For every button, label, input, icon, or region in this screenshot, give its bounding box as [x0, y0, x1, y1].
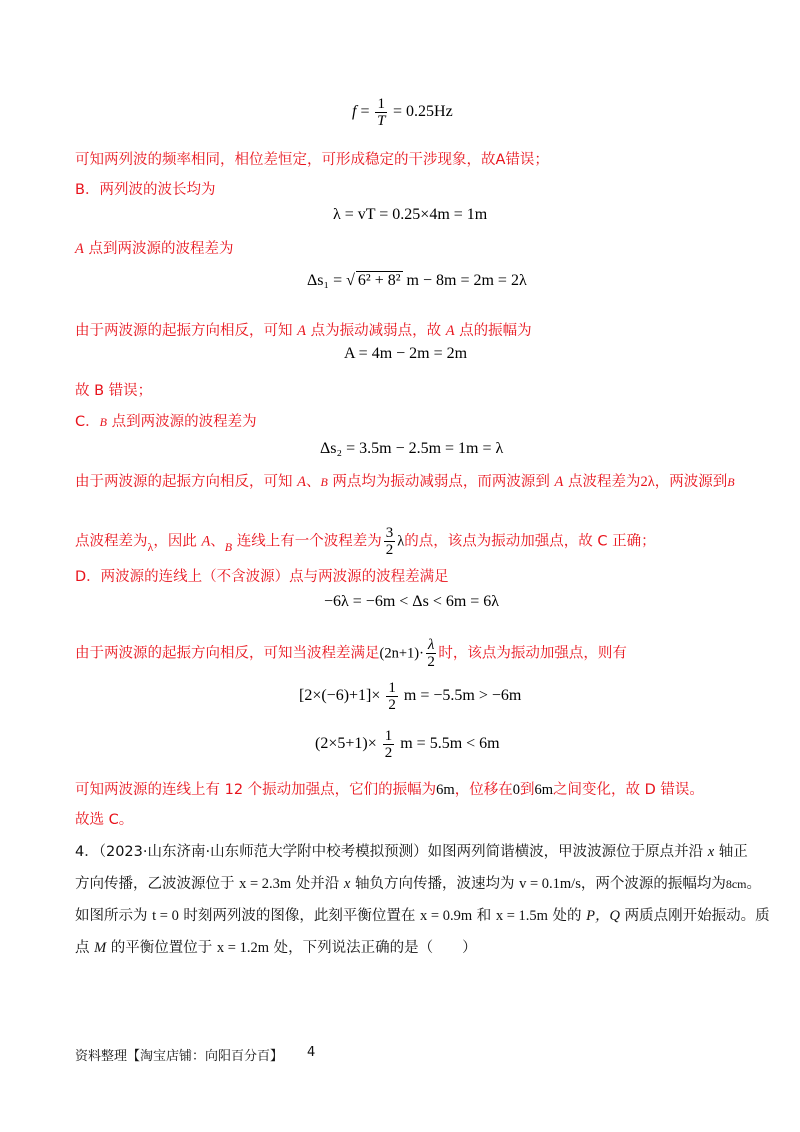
equation-max-order: (2×5+1)× $\frac{1}{2}$ m = 5.5m < 6m: [315, 728, 500, 761]
page-number: 4: [307, 1045, 316, 1060]
text-line: 故 B 错误；: [75, 383, 153, 399]
fraction: $\frac{1}{T}$: [377, 96, 386, 129]
equation-wavelength: λ = vT = 0.25×4m = 1m: [333, 206, 488, 223]
sqrt-symbol: √: [346, 272, 355, 289]
question-line: 方向传播，乙波波源位于 x = 2.3m 处并沿 x 轴负方向传播，波速均为 v = 0.1m/s，两个波源的振幅均为8cm。: [75, 876, 762, 892]
text-line: 点波程差为$_\lambda$，因此 A、$_B$ 连线上有一个波程差为 $\frac{3}{2}$ λ的点，该点为振动加强点，故 C 正确；: [75, 525, 656, 558]
text-line: 可知两波源的连线上有 12 个振动加强点，它们的振幅为6m，位移在0到6m之间变化，故 D 错误。: [75, 782, 704, 798]
equation-path-difference-a: Δs₁ = √ 6² + 8² m − 8m = 2m = 2λ: [307, 272, 527, 289]
text-line: 由于两波源的起振方向相反，可知 A 点为振动减弱点，故 A 点的振幅为: [75, 323, 532, 339]
fraction: $\frac{1}{2}$: [388, 680, 396, 713]
text-line: D．两波源的连线上（不含波源）点与两波源的波程差满足: [75, 569, 449, 585]
text-line: 由于两波源的起振方向相反，可知当波程差满足(2n+1)· $\frac{\lambda}{2}$ 时，该点为振动加强点，则有: [75, 637, 627, 670]
text-line: 故选 C。: [75, 812, 134, 828]
text-line: C．B 点到两波源的波程差为: [75, 414, 257, 430]
text-line: 可知两列波的频率相同，相位差恒定，可形成稳定的干涉现象，故A错误；: [75, 152, 549, 168]
equation-range: −6λ = −6m < Δs < 6m = 6λ: [324, 593, 500, 610]
text-line: A 点到两波源的波程差为: [75, 241, 234, 257]
text-line: B．两列波的波长均为: [75, 182, 216, 198]
footer-source: 资料整理【淘宝店铺：向阳百分百】: [75, 1049, 284, 1064]
text-line: 由于两波源的起振方向相反，可知 A、B 两点均为振动减弱点，而两波源到 A 点波程差为2λ，两波源到B: [75, 474, 735, 490]
equation-min-order: [2×(−6)+1]× $\frac{1}{2}$ m = −5.5m > −6m: [299, 680, 522, 713]
question-line: 点 M 的平衡位置位于 x = 1.2m 处，下列说法正确的是（ ）: [75, 940, 477, 956]
equation-frequency: f = $\frac{1}{T}$ = 0.25Hz: [352, 96, 453, 129]
question-line: 如图所示为 t = 0 时刻两列波的图像，此刻平衡位置在 x = 0.9m 和 x = 1.5m 处的 P，Q 两质点刚开始振动。质: [75, 908, 770, 924]
equation-amplitude: A = 4m − 2m = 2m: [344, 345, 468, 362]
fraction: $\frac{\lambda}{2}$: [427, 637, 435, 670]
equation-path-difference-b: Δs₂ = 3.5m − 2.5m = 1m = λ: [320, 440, 504, 457]
fraction: $\frac{3}{2}$: [385, 525, 394, 558]
question-line: 4．（2023·山东济南·山东师范大学附中校考模拟预测）如图两列简谐横波，甲波波源位于原点并沿 x 轴正: [75, 844, 748, 860]
fraction: $\frac{1}{2}$: [384, 728, 393, 761]
